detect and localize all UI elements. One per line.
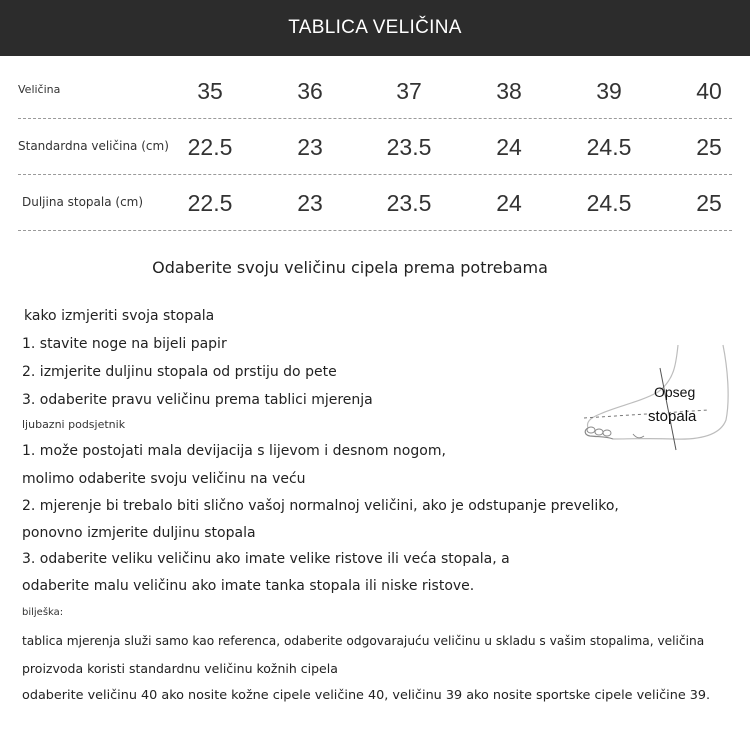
row-label: Duljina stopala (cm) bbox=[22, 195, 144, 209]
table-cell: 39 bbox=[596, 78, 622, 104]
instruction-step: 2. izmjerite duljinu stopala od prstiju do pete bbox=[22, 364, 337, 380]
reminder-text: molimo odaberite svoju veličinu na veću bbox=[22, 471, 306, 487]
foot-diagram bbox=[578, 340, 738, 460]
reminder-text: odaberite malu veličinu ako imate tanka stopala ili niske ristove. bbox=[22, 578, 475, 594]
notes-heading: bilješka: bbox=[22, 607, 64, 618]
reminder-heading: ljubazni podsjetnik bbox=[22, 418, 126, 431]
reminder-text: 3. odaberite veliku veličinu ako imate velike ristove ili veća stopala, a bbox=[22, 551, 510, 567]
table-cell: 38 bbox=[496, 78, 522, 104]
table-cell: 36 bbox=[297, 78, 323, 104]
table-row-standard-size bbox=[18, 118, 732, 175]
table-cell: 23 bbox=[297, 190, 323, 216]
table-row-foot-length bbox=[18, 174, 732, 231]
page-title: TABLICA VELIČINA bbox=[288, 17, 462, 38]
instruction-step: 3. odaberite pravu veličinu prema tablici mjerenja bbox=[22, 392, 373, 408]
table-cell: 23.5 bbox=[386, 190, 432, 216]
note-text: odaberite veličinu 40 ako nosite kožne cipele veličine 40, veličinu 39 ako nosite sportske cipele veličine 39. bbox=[22, 688, 711, 703]
note-text: proizvoda koristi standardnu veličinu kožnih cipela bbox=[22, 661, 338, 676]
table-cell: 24 bbox=[496, 134, 522, 160]
subtitle: Odaberite svoju veličinu cipela prema potrebama bbox=[152, 258, 548, 277]
table-row-size bbox=[18, 62, 732, 119]
table-cell: 22.5 bbox=[187, 190, 233, 216]
foot-label-line2: stopala bbox=[648, 408, 697, 425]
page-header bbox=[0, 0, 750, 56]
foot-label-line1: Opseg bbox=[654, 384, 696, 400]
table-cell: 23.5 bbox=[386, 134, 432, 160]
table-cell: 24 bbox=[496, 190, 522, 216]
note-text: tablica mjerenja služi samo kao referenca, odaberite odgovarajuću veličinu u skladu s vašim stopalima, veličina bbox=[22, 634, 705, 648]
table-cell: 25 bbox=[696, 134, 722, 160]
foot-outline-icon bbox=[578, 340, 738, 460]
table-cell: 24.5 bbox=[586, 190, 632, 216]
table-cell: 40 bbox=[696, 78, 722, 104]
reminder-text: ponovno izmjerite duljinu stopala bbox=[22, 525, 256, 541]
row-label: Veličina bbox=[18, 83, 61, 96]
instructions-heading: kako izmjeriti svoja stopala bbox=[24, 308, 215, 324]
table-cell: 24.5 bbox=[586, 134, 632, 160]
table-cell: 37 bbox=[396, 78, 422, 104]
row-label: Standardna veličina (cm) bbox=[18, 139, 169, 153]
instruction-step: 1. stavite noge na bijeli papir bbox=[22, 336, 227, 352]
table-cell: 22.5 bbox=[187, 134, 233, 160]
table-cell: 35 bbox=[197, 78, 223, 104]
table-cell: 23 bbox=[297, 134, 323, 160]
reminder-text: 1. može postojati mala devijacija s lijevom i desnom nogom, bbox=[22, 443, 446, 459]
table-cell: 25 bbox=[696, 190, 722, 216]
reminder-text: 2. mjerenje bi trebalo biti slično vašoj normalnoj veličini, ako je odstupanje preveliko, bbox=[22, 498, 619, 514]
